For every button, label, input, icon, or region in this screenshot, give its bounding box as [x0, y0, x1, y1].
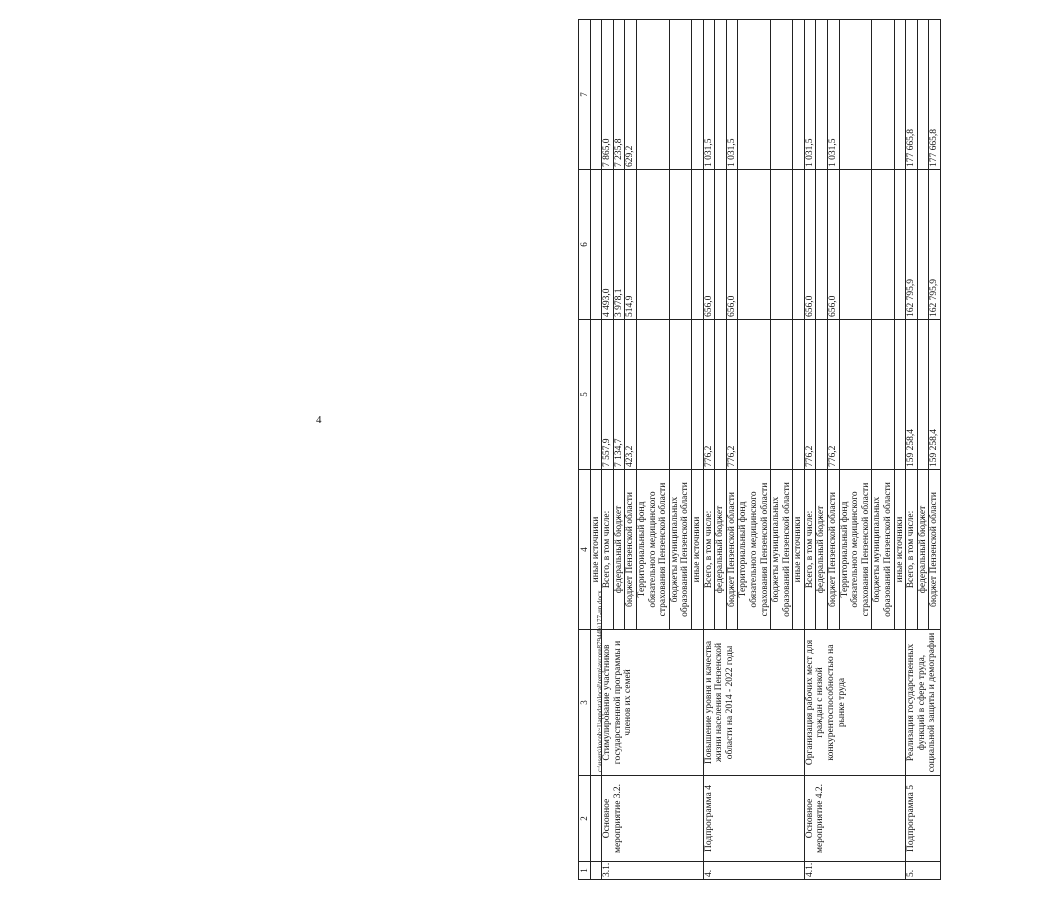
value-cell [669, 20, 691, 170]
col-header-7: 7 [579, 20, 591, 170]
cell-empty [590, 776, 602, 862]
value-cell: 7 865,0 [602, 20, 614, 170]
col-header-4: 4 [579, 470, 591, 630]
value-cell: 776,2 [726, 320, 738, 470]
value-cell [872, 170, 894, 320]
value-cell: 162 795,9 [929, 170, 941, 320]
value-cell: 656,0 [726, 170, 738, 320]
source-label: бюджеты муниципальных образований Пензенской области [771, 470, 793, 630]
value-cell [636, 20, 669, 170]
row-type: Основное мероприятие 3.2. [602, 776, 703, 862]
row-number: 4.1. [804, 862, 905, 880]
value-cell [894, 20, 906, 170]
value-cell [715, 20, 727, 170]
source-label: иные источники [590, 470, 602, 630]
value-cell [738, 320, 771, 470]
source-label: бюджет Пензенской области [726, 470, 738, 630]
value-cell [715, 320, 727, 470]
value-cell [917, 320, 929, 470]
value-cell [771, 170, 793, 320]
source-label: бюджеты муниципальных образований Пензенской области [669, 470, 691, 630]
source-label: Всего, в том числе: [602, 470, 614, 630]
table-row [703, 20, 715, 880]
value-cell: 177 665,8 [906, 20, 918, 170]
value-cell: 423,2 [625, 320, 637, 470]
value-cell [793, 170, 805, 320]
source-label: федеральный бюджет [917, 470, 929, 630]
row-name: Организация рабочих мест для граждан с низкой конкурентоспособностью на рынке труда [804, 630, 905, 776]
value-cell [771, 320, 793, 470]
row-type: Подпрограмма 5 [906, 776, 941, 862]
value-cell [917, 170, 929, 320]
source-label: иные источники [894, 470, 906, 630]
col-header-2: 2 [579, 776, 591, 862]
source-label: федеральный бюджет [613, 470, 625, 630]
value-cell: 776,2 [828, 320, 840, 470]
value-cell [816, 320, 828, 470]
value-cell [917, 20, 929, 170]
value-cell: 159 258,4 [929, 320, 941, 470]
value-cell [793, 20, 805, 170]
value-cell: 776,2 [703, 320, 715, 470]
program-funding-table [578, 19, 941, 880]
row-number: 5. [906, 862, 941, 880]
rotated-table-wrapper [578, 0, 1048, 880]
row-type: Подпрограмма 4 [703, 776, 804, 862]
value-cell [691, 170, 703, 320]
row-type: Основное мероприятие 4.2. [804, 776, 905, 862]
source-label: бюджеты муниципальных образований Пензенской области [872, 470, 894, 630]
source-label: Всего, в том числе: [906, 470, 918, 630]
row-name: Повышение уровня и качества жизни населения Пензенской области на 2014 - 2022 годы [703, 630, 804, 776]
col-header-5: 5 [579, 320, 591, 470]
value-cell [872, 20, 894, 170]
source-label: бюджет Пензенской области [929, 470, 941, 630]
value-cell: 656,0 [828, 170, 840, 320]
row-number: 3.1. [602, 862, 703, 880]
header-row [579, 20, 591, 880]
source-label: иные источники [793, 470, 805, 630]
source-label: бюджет Пензенской области [625, 470, 637, 630]
value-cell [636, 320, 669, 470]
source-label: федеральный бюджет [816, 470, 828, 630]
source-label: Территориальный фонд обязательного медицинского страхования Пензенской области [738, 470, 771, 630]
value-cell [738, 20, 771, 170]
value-cell: 7 557,9 [602, 320, 614, 470]
value-cell [894, 170, 906, 320]
source-label: иные источники [691, 470, 703, 630]
row-name: Стимулирование участников государственной программы и членов их семей [602, 630, 703, 776]
row-number: 4. [703, 862, 804, 880]
value-cell [839, 20, 872, 170]
value-cell [839, 170, 872, 320]
value-cell [669, 320, 691, 470]
cell-empty [590, 862, 602, 880]
value-cell [816, 20, 828, 170]
source-label: Всего, в том числе: [703, 470, 715, 630]
value-cell: 1 031,5 [804, 20, 816, 170]
value-cell: 162 795,9 [906, 170, 918, 320]
page-number: 4 [316, 414, 322, 426]
value-cell: 7 134,7 [613, 320, 625, 470]
value-cell: 7 235,8 [613, 20, 625, 170]
value-cell [872, 320, 894, 470]
value-cell [839, 320, 872, 470]
col-header-6: 6 [579, 170, 591, 320]
table-row [804, 20, 816, 880]
value-cell [669, 170, 691, 320]
value-cell: 656,0 [804, 170, 816, 320]
value-cell [691, 320, 703, 470]
value-cell [691, 20, 703, 170]
value-cell [636, 170, 669, 320]
cell-empty [590, 170, 602, 320]
source-label: бюджет Пензенской области [828, 470, 840, 630]
source-label: Всего, в том числе: [804, 470, 816, 630]
source-label: Территориальный фонд обязательного медицинского страхования Пензенской области [636, 470, 669, 630]
col-header-3: 3 [579, 630, 591, 776]
value-cell [715, 170, 727, 320]
col-header-1: 1 [579, 862, 591, 880]
value-cell: 159 258,4 [906, 320, 918, 470]
value-cell [816, 170, 828, 320]
value-cell [793, 320, 805, 470]
value-cell: 656,0 [703, 170, 715, 320]
cell-empty [590, 20, 602, 170]
table-row [906, 20, 918, 880]
value-cell: 3 978,1 [613, 170, 625, 320]
value-cell: 629,2 [625, 20, 637, 170]
value-cell [894, 320, 906, 470]
value-cell: 776,2 [804, 320, 816, 470]
value-cell: 514,9 [625, 170, 637, 320]
value-cell [771, 20, 793, 170]
row-name: Реализация государственных функций в сфере труда, социальной защиты и демографии [906, 630, 941, 776]
source-label: федеральный бюджет [715, 470, 727, 630]
value-cell [738, 170, 771, 320]
value-cell: 4 493,0 [602, 170, 614, 320]
file-path-footer: c:\users\kocoh~1\appdata\local\temp\avcore87944b\177-un.docx [596, 590, 604, 772]
value-cell: 177 665,8 [929, 20, 941, 170]
value-cell: 1 031,5 [726, 20, 738, 170]
source-label: Территориальный фонд обязательного медицинского страхования Пензенской области [839, 470, 872, 630]
value-cell: 1 031,5 [828, 20, 840, 170]
value-cell: 1 031,5 [703, 20, 715, 170]
